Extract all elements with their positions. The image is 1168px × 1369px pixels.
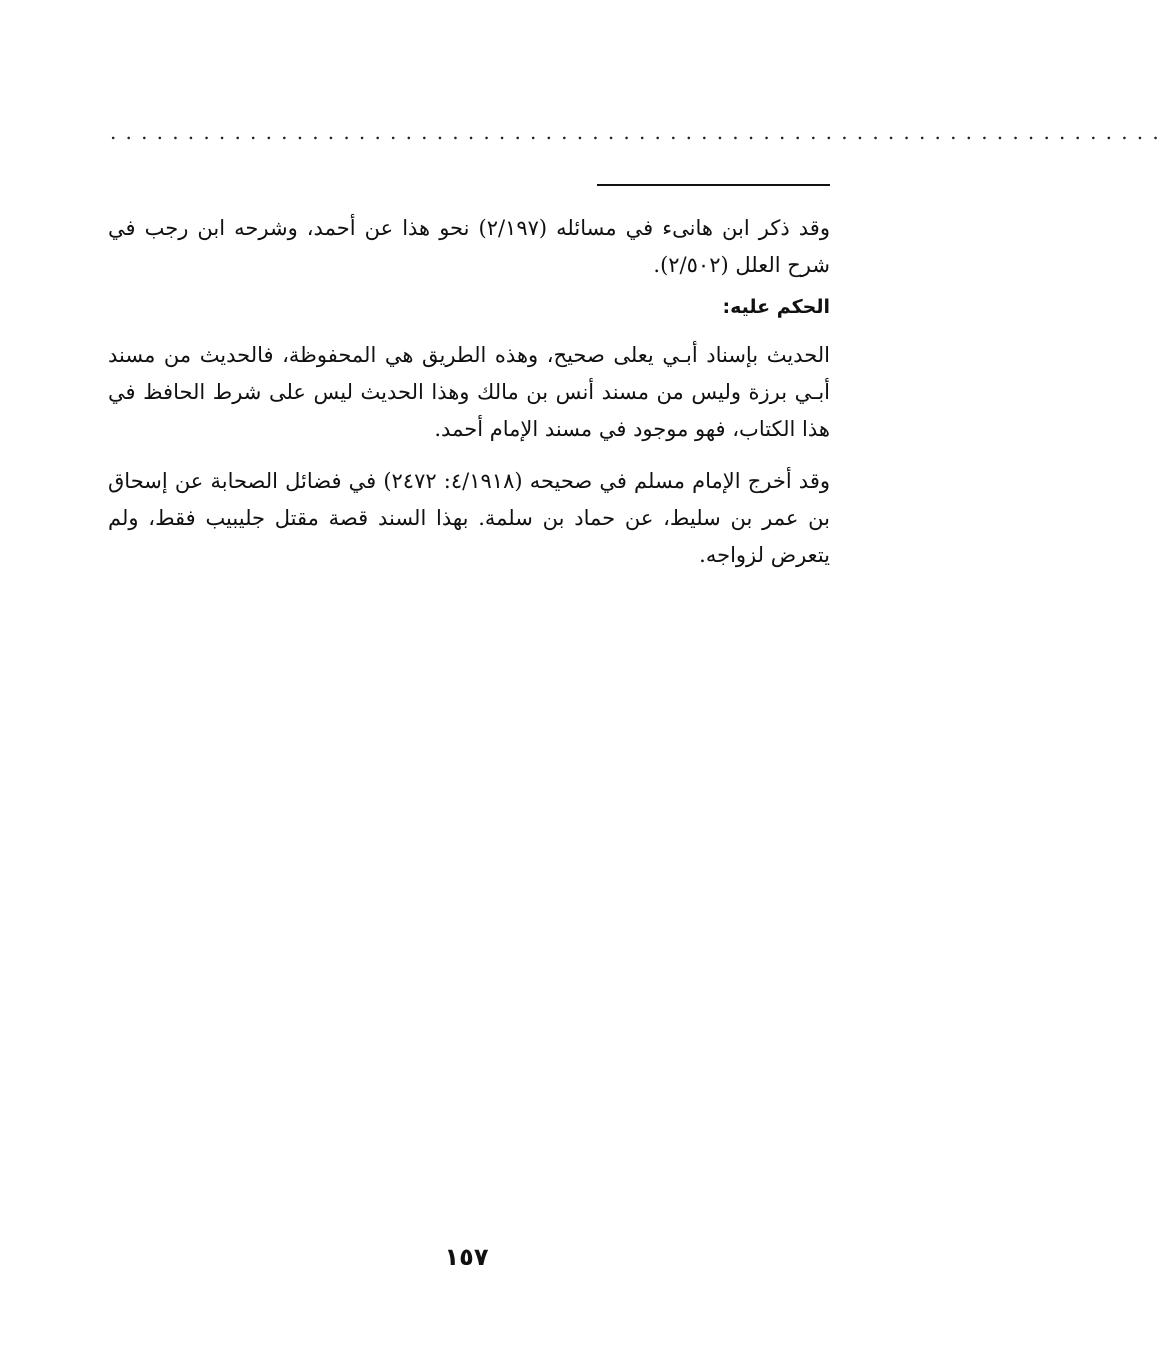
footnote-text: وقد ذكر ابن هانىء في مسائله (٢/١٩٧) نحو هذا عن أحمد، وشرحه ابن رجب في شرح العلل (٢/٥٠٢).: [108, 216, 830, 277]
section-heading: الحكم عليه:: [722, 296, 830, 318]
footnote-rule: [597, 184, 830, 186]
page-number: ١٥٧: [444, 1243, 489, 1271]
body-paragraph-2: وقد أخرج الإمام مسلم في صحيحه (٤/١٩١٨: ٢٤٧٢) في فضائل الصحابة عن إسحاق بن عمر بن سليط، عن حماد بن سلمة. بهذا السند قصة مقتل جليبيب فقط، ولم يتعرض لزواجه.: [108, 469, 830, 567]
body-paragraph-1: الحديث بإسناد أبـي يعلى صحيح، وهذه الطريق هي المحفوظة، فالحديث من مسند أبـي برزة وليس من مسند أنس بن مالك وهذا الحديث ليس على شرط الحافظ في هذا الكتاب، فهو موجود في مسند الإمام أحمد.: [108, 343, 830, 441]
dotted-separator: ....................................................................: [110, 120, 1168, 144]
